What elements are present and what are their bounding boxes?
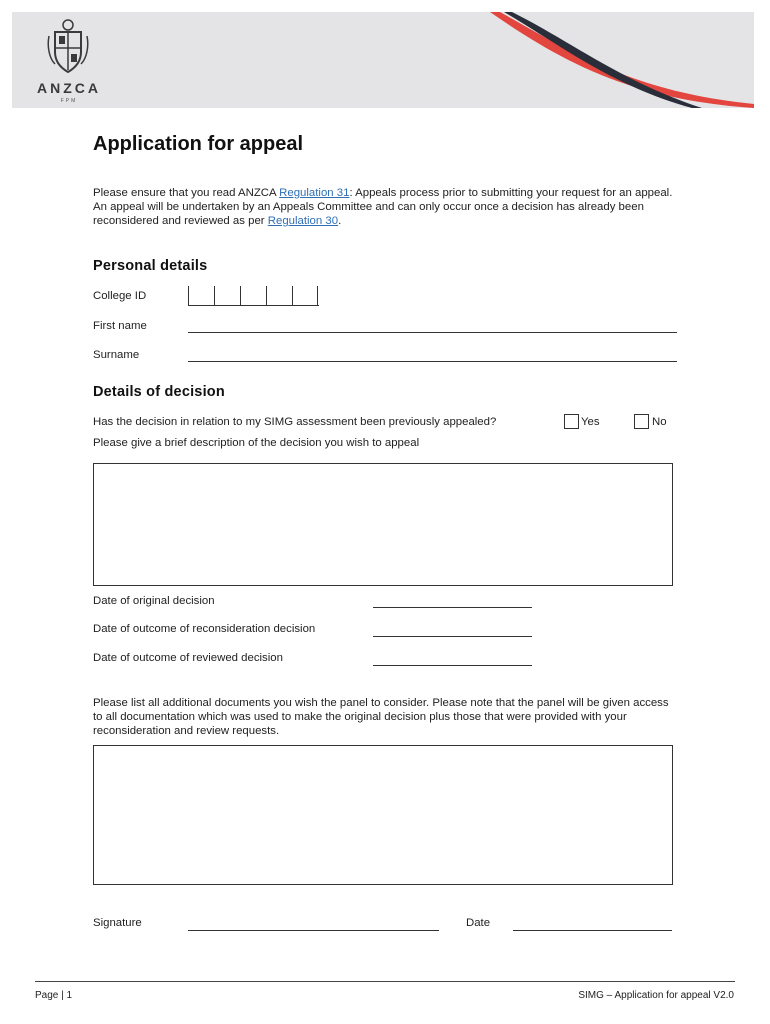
intro-paragraph <box>93 186 683 228</box>
college-id-label: College ID <box>93 290 147 302</box>
decision-description-textarea[interactable] <box>93 463 673 586</box>
description-prompt: Please give a brief description of the decision you wish to appeal <box>93 437 420 449</box>
header-band <box>12 12 754 108</box>
page-title: Application for appeal <box>93 133 304 155</box>
crest-icon <box>47 18 89 74</box>
appealed-question: Has the decision in relation to my SIMG assessment been previously appealed? <box>93 416 497 428</box>
yes-checkbox[interactable] <box>564 414 579 429</box>
college-id-box[interactable] <box>188 286 214 306</box>
document-version: SIMG – Application for appeal V2.0 <box>578 990 734 1001</box>
logo-subtext: FPM <box>60 98 78 104</box>
yes-label: Yes <box>581 416 600 428</box>
reconsideration-date-field[interactable] <box>373 636 532 637</box>
decorative-swoosh-graphic <box>12 12 754 108</box>
reviewed-date-field[interactable] <box>373 665 532 666</box>
footer-divider <box>35 981 735 982</box>
college-id-box[interactable] <box>266 286 292 306</box>
intro-text-1: Please ensure that you read ANZCA <box>93 187 280 199</box>
page-number: Page | 1 <box>35 990 73 1001</box>
regulation-31-link[interactable]: Regulation 31 <box>279 187 350 199</box>
college-id-box[interactable] <box>292 286 318 306</box>
surname-field[interactable] <box>188 361 677 362</box>
first-name-field[interactable] <box>188 332 677 333</box>
reconsideration-date-label: Date of outcome of reconsideration decision <box>93 623 316 635</box>
original-decision-date-field[interactable] <box>373 607 532 608</box>
documents-textarea[interactable] <box>93 745 673 885</box>
regulation-30-link[interactable]: Regulation 30 <box>267 215 339 227</box>
date-label: Date <box>466 917 491 929</box>
decision-details-heading: Details of decision <box>93 384 225 400</box>
college-id-box[interactable] <box>240 286 266 306</box>
surname-label: Surname <box>93 349 140 361</box>
documents-prompt: Please list all additional documents you wish the panel to consider. Please note that the panel will be given access to all documentation which was used to make the original decision plus those that were provided with your reconsideration and review requests. <box>93 697 669 737</box>
college-id-box[interactable] <box>214 286 240 306</box>
first-name-label: First name <box>93 320 147 332</box>
no-checkbox[interactable] <box>634 414 649 429</box>
logo-wordmark: ANZCA <box>37 80 101 96</box>
college-id-input[interactable] <box>188 286 318 306</box>
anzca-logo <box>34 18 104 108</box>
college-id-underline <box>188 305 319 306</box>
intro-text-3: . <box>338 215 342 227</box>
signature-label: Signature <box>93 917 142 929</box>
signature-date-field[interactable] <box>513 930 672 931</box>
reviewed-date-label: Date of outcome of reviewed decision <box>93 652 283 664</box>
personal-details-heading: Personal details <box>93 258 208 274</box>
intro-text-2: : Appeals process prior to submitting your request for an appeal. An appeal will be undertaken by an Appeals Committee and can only occur once a decision has already been reconsidered and reviewed as per <box>93 187 673 227</box>
no-label: No <box>652 416 667 428</box>
original-decision-date-label: Date of original decision <box>93 595 215 607</box>
signature-field[interactable] <box>188 930 439 931</box>
